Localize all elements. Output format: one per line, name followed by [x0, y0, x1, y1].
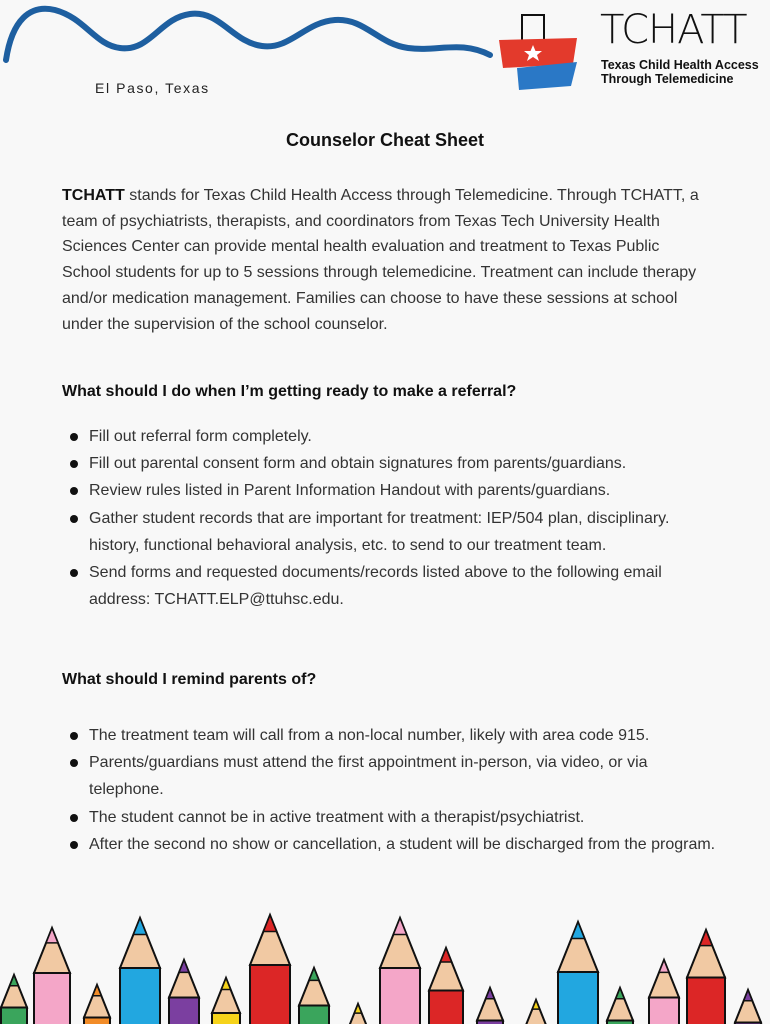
pencil-icon	[120, 918, 160, 1024]
list-item: Review rules listed in Parent Information Handout with parents/guardians.	[62, 477, 722, 504]
pencil-icon	[84, 985, 110, 1024]
list-item: The student cannot be in active treatment with a therapist/psychiatrist.	[62, 804, 722, 831]
intro-lead: TCHATT	[62, 187, 125, 204]
intro-text: stands for Texas Child Health Access through Telemedicine. Through TCHATT, a team of psychiatrists, therapists, and coordinators from Texas Tech University Health Sciences Center can provide mental health evaluation and treatment to Texas Public School students for up to 5 sessions through telemedicine. Treatment can include therapy and/or medication management. Families can choose to have these sessions at school under the supervision of the school counselor.	[62, 187, 699, 333]
list-item: Fill out referral form completely.	[62, 423, 722, 450]
pencil-icon	[250, 915, 290, 1024]
pencil-icon	[477, 988, 503, 1024]
pencil-icon	[735, 990, 761, 1024]
list-item: Fill out parental consent form and obtain signatures from parents/guardians.	[62, 450, 722, 477]
reminders-list	[62, 722, 722, 858]
colored-pencils-decoration	[0, 900, 770, 1024]
list-item: After the second no show or cancellation, a student will be discharged from the program.	[62, 831, 722, 858]
location-text: El Paso, Texas	[95, 80, 210, 96]
page-title: Counselor Cheat Sheet	[285, 130, 485, 150]
pencil-icon	[429, 948, 463, 1024]
list-item: Send forms and requested documents/records listed above to the following email address: TCHATT.ELP@ttuhsc.edu.	[62, 559, 722, 613]
pencil-icon	[558, 922, 598, 1024]
logo-tagline-line2: Through Telemedicine	[601, 72, 734, 86]
pencil-icon	[1, 975, 27, 1024]
pencil-icon	[525, 1000, 547, 1024]
reminders-heading: What should I remind parents of?	[62, 671, 317, 688]
logo-tagline-line1: Texas Child Health Access	[601, 58, 759, 72]
referral-list	[62, 423, 722, 613]
logo-wordmark: TCHATT	[600, 7, 747, 53]
texas-flag-logo-icon	[497, 12, 581, 92]
pencil-icon	[169, 960, 199, 1024]
pencil-icon	[649, 960, 679, 1024]
intro-paragraph	[62, 183, 712, 337]
list-item: Parents/guardians must attend the first appointment in-person, via video, or via telephone.	[62, 749, 722, 803]
wavy-line-decoration	[0, 0, 500, 70]
logo-tagline	[601, 58, 759, 86]
pencil-icon	[299, 968, 329, 1024]
list-item: The treatment team will call from a non-local number, likely with area code 915.	[62, 722, 722, 749]
pencil-icon	[380, 918, 420, 1024]
pencil-icon	[347, 1004, 369, 1024]
pencil-icon	[687, 930, 725, 1024]
list-item: Gather student records that are important for treatment: IEP/504 plan, disciplinary. history, functional behavioral analysis, etc. to send to our treatment team.	[62, 505, 722, 559]
pencil-icon	[212, 978, 240, 1024]
pencil-icon	[34, 928, 70, 1024]
pencil-icon	[607, 988, 633, 1024]
referral-heading: What should I do when I’m getting ready to make a referral?	[62, 383, 517, 400]
